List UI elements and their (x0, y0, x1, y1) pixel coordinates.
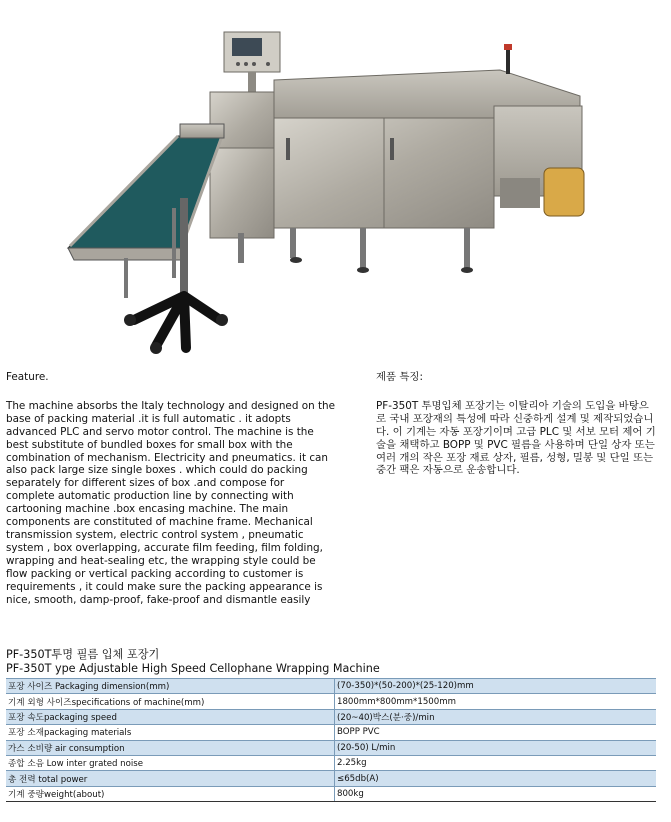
spec-title-ko: PF-350T투명 필름 입체 포장기 (6, 648, 160, 661)
spec-titles (6, 648, 666, 675)
spec-label: 기계 중량weight(about) (6, 786, 335, 801)
spec-title-en: PF-350T ype Adjustable High Speed Cellophane Wrapping Machine (6, 661, 380, 675)
spec-value: (20~40)박스(분·중)/min (335, 709, 657, 724)
spec-row (6, 679, 656, 694)
feature-heading-en: Feature. (6, 371, 49, 383)
spec-label: 기계 외형 사이즈specifications of machine(mm) (6, 694, 335, 709)
spec-row (6, 740, 656, 755)
spec-label: 포장 사이즈 Packaging dimension(mm) (6, 679, 335, 694)
feature-body-en: The machine absorbs the Italy technology and designed on the base of packing material .it is full automatic . it adopts advanced PLC and servo motor control. The machine is the best substitute of bundled boxes for small box with the combination of mechanism. Electricity and pneumatics. it can also pack large size single boxes . which could do packing separately for different sizes of box .and compose for complete automatic production line by connecting with cartooning machine .box encasing machine. The main components are constituted of machine frame. Mechanical transmission system, electric control system , pneumatic system , box overlapping, accurate film feeding, film folding, wrapping and heat-sealing etc, the wrapping style could be flow packing or vertical packing according to customer is requirements , it could make sure the packing appearance is nice, smooth, damp-proof, fake-proof and dismantle easily (6, 399, 336, 606)
spec-row (6, 709, 656, 724)
spec-value: BOPP PVC (335, 725, 657, 740)
spec-row (6, 771, 656, 786)
spec-label: 포장 속도packaging speed (6, 709, 335, 724)
spec-label: 종합 소음 Low inter grated noise (6, 755, 335, 770)
spec-value: (20-50) L/min (335, 740, 657, 755)
spec-row (6, 725, 656, 740)
spec-row (6, 786, 656, 801)
spec-value: ≤65db(A) (335, 771, 657, 786)
spec-value: 1800mm*800mm*1500mm (335, 694, 657, 709)
spec-label: 가스 소비량 air consumption (6, 740, 335, 755)
spec-row (6, 694, 656, 709)
spec-value: 2.25kg (335, 755, 657, 770)
feature-heading-ko: 제품 특징: (376, 371, 423, 383)
feature-korean (376, 371, 658, 477)
feature-body-ko: PF-350T 투명입체 포장기는 이탈리아 기술의 도입을 바탕으로 국내 포장재의 특성에 따라 신중하게 설계 및 제작되었습니다. 이 기계는 자동 포장기이며 고급 PLC 및 서보 모터 제어 기술을 채택하고 BOPP 및 PVC 필름을 사용하며 단일 상자 또는 여러 개의 작은 포장 재료 상자, 필름, 성형, 밀봉 및 단일 또는 중간 팩은 자동으로 운송합니다. (376, 399, 656, 477)
spec-label: 포장 소재packaging materials (6, 725, 335, 740)
feature-english (6, 371, 336, 606)
spec-label: 총 전력 total power (6, 771, 335, 786)
machine-photo (60, 28, 600, 358)
spec-table (6, 678, 656, 802)
spec-value: (70-350)*(50-200)*(25-120)mm (335, 679, 657, 694)
spec-row (6, 755, 656, 770)
spec-value: 800kg (335, 786, 657, 801)
